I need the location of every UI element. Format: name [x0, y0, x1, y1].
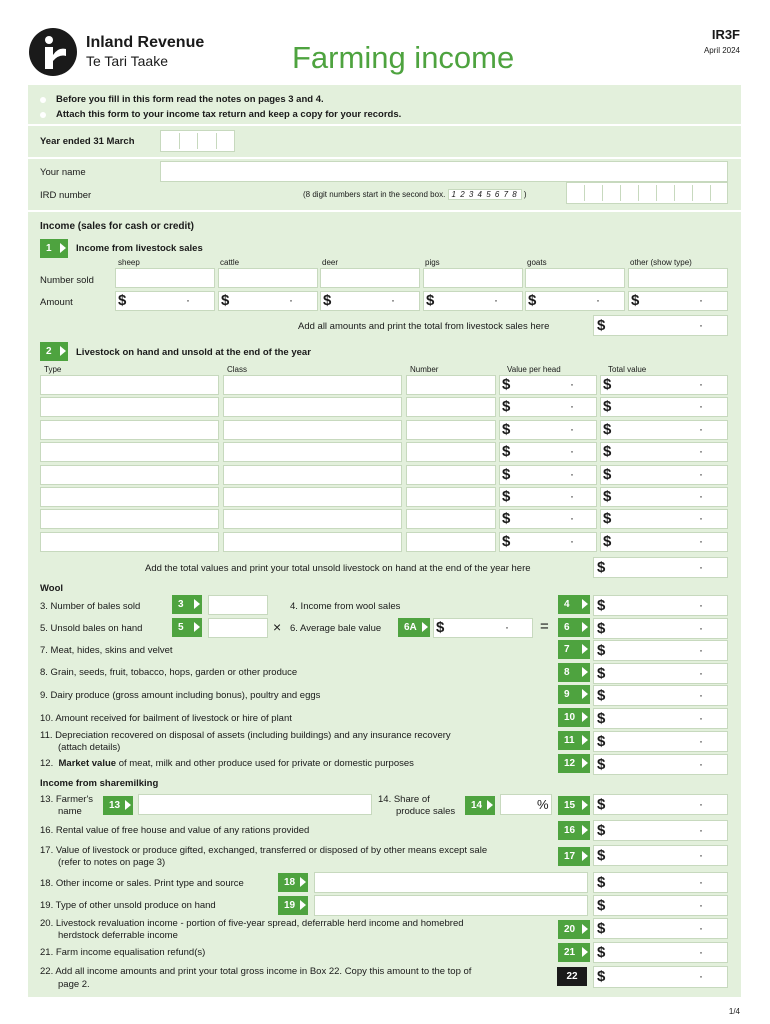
dollar-sign: $	[597, 920, 606, 937]
line-14-label-2: produce sales	[396, 806, 456, 817]
line-18-type-input[interactable]	[314, 872, 588, 893]
your-name-input[interactable]	[160, 161, 728, 182]
total-value-input[interactable]	[600, 487, 728, 507]
dollar-sign: $	[597, 559, 606, 576]
line-13-label-2: name	[58, 806, 82, 817]
dollar-sign: $	[597, 710, 606, 727]
livestock-number-input[interactable]	[406, 397, 496, 417]
line-6-label: 6. Average bale value	[290, 623, 382, 634]
total-value-input[interactable]	[600, 397, 728, 417]
badge-2: 2	[40, 342, 68, 361]
equals-sign: =	[540, 618, 549, 635]
dollar-sign: $	[502, 443, 511, 460]
sold-other-input[interactable]	[628, 268, 728, 288]
dollar-sign: $	[502, 466, 511, 483]
ird-example: 1 2 3 4 5 6 7 8	[448, 189, 522, 200]
badge-17: 17	[558, 847, 590, 866]
livestock-number-input[interactable]	[406, 532, 496, 552]
line-19-type-input[interactable]	[314, 895, 588, 916]
line-5-label: 5. Unsold bales on hand	[40, 623, 143, 634]
badge-5: 5	[172, 618, 202, 637]
line-20-input[interactable]	[593, 918, 728, 939]
dollar-sign: $	[603, 533, 612, 550]
dollar-sign: $	[597, 642, 606, 659]
livestock-number-input[interactable]	[406, 487, 496, 507]
col-deer: deer	[322, 258, 339, 267]
col-value-head: Value per head	[507, 365, 561, 374]
badge-14: 14	[465, 796, 495, 815]
line-20-label-2: herdstock deferrable income	[58, 930, 178, 941]
col-other: other (show type)	[630, 258, 692, 267]
line-10-input[interactable]	[593, 708, 728, 729]
ird-number-input[interactable]	[566, 182, 728, 204]
sold-cattle-input[interactable]	[218, 268, 318, 288]
dollar-sign: $	[603, 488, 612, 505]
line-16-input[interactable]	[593, 820, 728, 841]
line-22-label-2: page 2.	[58, 979, 90, 990]
livestock-class-input[interactable]	[223, 397, 402, 417]
line-18-input[interactable]	[593, 872, 728, 893]
line-16-label: 16. Rental value of free house and value of any rations provided	[40, 825, 310, 836]
value-per-head-input[interactable]	[499, 420, 597, 440]
wool-income-input[interactable]	[593, 595, 728, 616]
livestock-type-input[interactable]	[40, 509, 219, 529]
amount-sheep-input[interactable]	[115, 291, 215, 311]
livestock-class-input[interactable]	[223, 509, 402, 529]
dollar-sign: $	[502, 488, 511, 505]
ird-logo	[28, 27, 78, 77]
org-maori: Te Tari Taake	[86, 53, 168, 69]
line-7-input[interactable]	[593, 640, 728, 661]
dollar-sign: $	[502, 510, 511, 527]
ird-label: IRD number	[40, 190, 92, 201]
value-per-head-input[interactable]	[499, 487, 597, 507]
amount-pigs-input[interactable]	[423, 291, 523, 311]
col-number: Number	[410, 365, 439, 374]
dollar-sign: $	[603, 398, 612, 415]
dollar-sign: $	[603, 443, 612, 460]
dollar-sign: $	[597, 620, 606, 637]
line-9-input[interactable]	[593, 685, 728, 706]
livestock-type-input[interactable]	[40, 375, 219, 395]
form-code: IR3F	[711, 27, 740, 42]
sec1-total-label: Add all amounts and print the total from livestock sales here	[298, 321, 550, 332]
col-class: Class	[227, 365, 248, 374]
dollar-sign: $	[597, 687, 606, 704]
livestock-type-input[interactable]	[40, 442, 219, 462]
dollar-sign: $	[597, 847, 606, 864]
year-ended-label: Year ended 31 March	[40, 136, 135, 147]
dollar-sign: $	[502, 533, 511, 550]
dollar-sign: $	[597, 944, 606, 961]
line-7-label: 7. Meat, hides, skins and velvet	[40, 645, 173, 656]
col-cattle: cattle	[220, 258, 240, 267]
sold-deer-input[interactable]	[320, 268, 420, 288]
badge-1: 1	[40, 239, 68, 258]
line-17-note: (refer to notes on page 3)	[58, 857, 166, 868]
dollar-sign: $	[118, 292, 127, 309]
badge-12: 12	[558, 754, 590, 773]
avg-bale-value-input[interactable]	[433, 618, 533, 638]
col-sheep: sheep	[118, 258, 140, 267]
amount-label: Amount	[40, 297, 73, 308]
ird-hint: (8 digit numbers start in the second box. 1 2 3 4 5 6 7 8 )	[303, 190, 527, 199]
livestock-number-input[interactable]	[406, 420, 496, 440]
note-2: Attach this form to your income tax return and keep a copy for your records.	[56, 109, 402, 120]
dollar-sign: $	[597, 317, 606, 334]
line-19-input[interactable]	[593, 895, 728, 916]
badge-8: 8	[558, 663, 590, 682]
badge-6: 6	[558, 618, 590, 637]
dollar-sign: $	[597, 733, 606, 750]
wool-heading: Wool	[40, 583, 64, 594]
value-per-head-input[interactable]	[499, 442, 597, 462]
line-12-label: 12. Market value of meat, milk and other produce used for private or domestic purposes	[40, 758, 414, 769]
dollar-sign: $	[426, 292, 435, 309]
dollar-sign: $	[597, 796, 606, 813]
badge-13: 13	[103, 796, 133, 815]
value-per-head-input[interactable]	[499, 532, 597, 552]
income-heading: Income (sales for cash or credit)	[40, 221, 194, 232]
badge-19: 19	[278, 896, 308, 915]
livestock-type-input[interactable]	[40, 487, 219, 507]
line-9-label: 9. Dairy produce (gross amount including bonus), poultry and eggs	[40, 690, 321, 701]
value-per-head-input[interactable]	[499, 375, 597, 395]
badge-18: 18	[278, 873, 308, 892]
line-10-label: 10. Amount received for bailment of livestock or hire of plant	[40, 713, 292, 724]
livestock-type-input[interactable]	[40, 397, 219, 417]
dollar-sign: $	[603, 376, 612, 393]
dollar-sign: $	[597, 897, 606, 914]
sec2-total-input[interactable]	[593, 557, 728, 578]
sec1-total-input[interactable]	[593, 315, 728, 336]
livestock-class-input[interactable]	[223, 442, 402, 462]
dollar-sign: $	[597, 822, 606, 839]
dollar-sign: $	[502, 398, 511, 415]
page-number: 1/4	[728, 1007, 740, 1016]
line-13-label: 13. Farmer's	[40, 794, 94, 805]
dollar-sign: $	[603, 466, 612, 483]
line-22-total-input[interactable]	[593, 966, 728, 988]
livestock-number-input[interactable]	[406, 509, 496, 529]
livestock-type-input[interactable]	[40, 465, 219, 485]
badge-11: 11	[558, 731, 590, 750]
livestock-class-input[interactable]	[223, 487, 402, 507]
notes	[40, 92, 401, 122]
amount-deer-input[interactable]	[320, 291, 420, 311]
org-name: Inland Revenue	[86, 34, 205, 51]
dollar-sign: $	[597, 665, 606, 682]
livestock-type-input[interactable]	[40, 420, 219, 440]
livestock-class-input[interactable]	[223, 375, 402, 395]
line-12-input[interactable]	[593, 754, 728, 775]
amount-goats-input[interactable]	[525, 291, 625, 311]
farmer-name-input[interactable]	[138, 794, 372, 815]
total-value-input[interactable]	[600, 420, 728, 440]
sec2-title: Livestock on hand and unsold at the end of the year	[76, 347, 311, 358]
line-22-label: 22. Add all income amounts and print your total gross income in Box 22. Copy this amount to the top of	[40, 966, 472, 977]
badge-9: 9	[558, 685, 590, 704]
line-17-label: 17. Value of livestock or produce gifted, exchanged, transferred or disposed of by other means except sale	[40, 845, 488, 856]
line-21-label: 21. Farm income equalisation refund(s)	[40, 947, 206, 958]
livestock-number-input[interactable]	[406, 465, 496, 485]
dollar-sign: $	[597, 968, 606, 985]
col-total: Total value	[608, 365, 647, 374]
line-15-input[interactable]	[593, 794, 728, 815]
dollar-sign: $	[528, 292, 537, 309]
line-11-label: 11. Depreciation recovered on disposal of assets (including buildings) and any insurance recovery	[40, 730, 451, 741]
badge-22: 22	[557, 967, 587, 986]
form-date: April 2024	[703, 46, 740, 55]
line-14-label: 14. Share of	[378, 794, 430, 805]
dollar-sign: $	[631, 292, 640, 309]
times-sign: ×	[273, 619, 282, 635]
total-value-input[interactable]	[600, 375, 728, 395]
value-per-head-input[interactable]	[499, 509, 597, 529]
dollar-sign: $	[597, 874, 606, 891]
badge-6a: 6A	[398, 618, 430, 637]
line-21-input[interactable]	[593, 942, 728, 963]
col-goats: goats	[527, 258, 547, 267]
dollar-sign: $	[502, 421, 511, 438]
line-18-label: 18. Other income or sales. Print type and source	[40, 878, 244, 889]
unsold-bales-input[interactable]	[208, 618, 268, 638]
dollar-sign: $	[436, 619, 445, 636]
badge-4: 4	[558, 595, 590, 614]
badge-16: 16	[558, 821, 590, 840]
value-per-head-input[interactable]	[499, 465, 597, 485]
col-pigs: pigs	[425, 258, 440, 267]
amount-other-input[interactable]	[628, 291, 728, 311]
badge-21: 21	[558, 943, 590, 962]
livestock-number-input[interactable]	[406, 375, 496, 395]
number-sold-label: Number sold	[40, 275, 94, 286]
page-title: Farming income	[292, 40, 515, 75]
total-value-input[interactable]	[600, 465, 728, 485]
sold-goats-input[interactable]	[525, 268, 625, 288]
line-6-input[interactable]	[593, 618, 728, 639]
dollar-sign: $	[597, 597, 606, 614]
sec2-total-label: Add the total values and print your total unsold livestock on hand at the end of the year here	[145, 563, 531, 574]
sold-pigs-input[interactable]	[423, 268, 523, 288]
line-20-label: 20. Livestock revaluation income - portion of five-year spread, deferrable herd income and homebred	[40, 918, 464, 929]
note-1: Before you fill in this form read the notes on pages 3 and 4.	[56, 94, 324, 105]
total-value-input[interactable]	[600, 509, 728, 529]
dollar-sign: $	[603, 510, 612, 527]
total-value-input[interactable]	[600, 442, 728, 462]
badge-7: 7	[558, 640, 590, 659]
percent-sign: %	[537, 797, 549, 812]
line-3-label: 3. Number of bales sold	[40, 601, 141, 612]
line-11-note: (attach details)	[58, 742, 121, 753]
badge-15: 15	[558, 796, 590, 815]
dollar-sign: $	[603, 421, 612, 438]
bales-sold-input[interactable]	[208, 595, 268, 615]
dollar-sign: $	[597, 756, 606, 773]
dollar-sign: $	[323, 292, 332, 309]
livestock-class-input[interactable]	[223, 532, 402, 552]
dollar-sign: $	[502, 376, 511, 393]
amount-cattle-input[interactable]	[218, 291, 318, 311]
livestock-class-input[interactable]	[223, 465, 402, 485]
your-name-label: Your name	[40, 167, 86, 178]
sec1-title: Income from livestock sales	[76, 243, 203, 254]
dollar-sign: $	[221, 292, 230, 309]
value-per-head-input[interactable]	[499, 397, 597, 417]
livestock-number-input[interactable]	[406, 442, 496, 462]
badge-20: 20	[558, 920, 590, 939]
livestock-class-input[interactable]	[223, 420, 402, 440]
line-8-label: 8. Grain, seeds, fruit, tobacco, hops, garden or other produce	[40, 667, 298, 678]
sharemilking-heading: Income from sharemilking	[40, 778, 159, 789]
badge-10: 10	[558, 708, 590, 727]
badge-3: 3	[172, 595, 202, 614]
livestock-type-input[interactable]	[40, 532, 219, 552]
line-4-label: 4. Income from wool sales	[290, 601, 401, 612]
line-19-label: 19. Type of other unsold produce on hand	[40, 900, 216, 911]
col-type: Type	[44, 365, 62, 374]
sold-sheep-input[interactable]	[115, 268, 215, 288]
line-11-input[interactable]	[593, 731, 728, 752]
total-value-input[interactable]	[600, 532, 728, 552]
line-8-input[interactable]	[593, 663, 728, 684]
line-17-input[interactable]	[593, 845, 728, 866]
